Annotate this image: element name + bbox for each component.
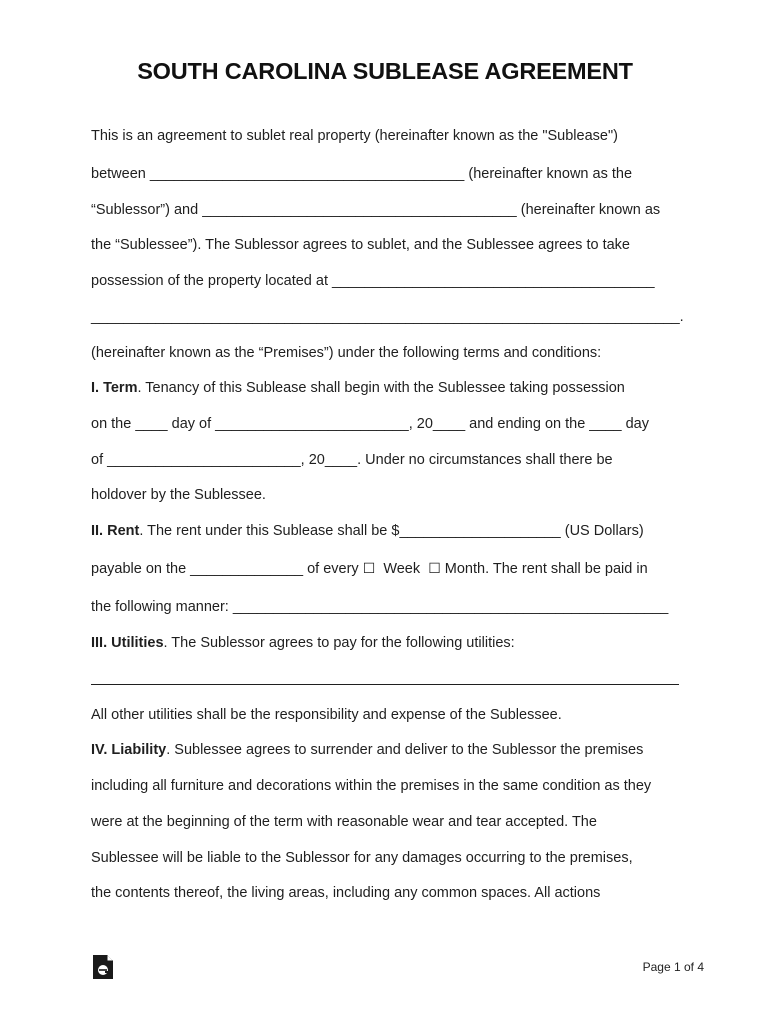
section-text: . Sublessee agrees to surrender and deliver to the Sublessor the premises bbox=[166, 742, 644, 758]
paragraph-line: the “Sublessee”). The Sublessor agrees to sublet, and the Sublessee agrees to take bbox=[91, 237, 630, 253]
month-checkbox[interactable]: ☐ bbox=[428, 560, 441, 576]
utilities-blank-line[interactable] bbox=[91, 684, 679, 685]
paragraph-line: (hereinafter known as the “Premises”) under the following terms and conditions: bbox=[91, 345, 602, 361]
section-text: . The rent under this Sublease shall be $____________________ (US Dollars) bbox=[139, 523, 644, 539]
eforms-document-icon bbox=[92, 954, 114, 980]
paragraph-line: between _______________________________________ (hereinafter known as the bbox=[91, 166, 633, 182]
paragraph-line: of ________________________, 20____. Under no circumstances shall there be bbox=[91, 452, 613, 468]
paragraph-line: were at the beginning of the term with reasonable wear and tear accepted. The bbox=[91, 814, 597, 830]
section-heading-rent: II. Rent bbox=[91, 523, 140, 539]
section-heading-liability: IV. Liability bbox=[91, 742, 167, 758]
paragraph-line: “Sublessor”) and _______________________________________ (hereinafter known as bbox=[91, 202, 661, 218]
week-checkbox[interactable]: ☐ bbox=[362, 560, 376, 576]
section-term-line bbox=[91, 379, 625, 397]
section-utilities-line bbox=[91, 634, 515, 652]
paragraph-line: This is an agreement to sublet real property (hereinafter known as the "Sublease") bbox=[91, 128, 618, 144]
payment-text: payable on the ______________ of every bbox=[91, 561, 363, 577]
section-heading-term: I. Term bbox=[91, 380, 138, 396]
document-title: SOUTH CAROLINA SUBLEASE AGREEMENT bbox=[137, 58, 633, 84]
section-heading-utilities: III. Utilities bbox=[91, 635, 164, 651]
paragraph-line: the contents thereof, the living areas, including any common spaces. All actions bbox=[91, 885, 601, 901]
week-label: Week bbox=[375, 561, 429, 577]
section-text: . Tenancy of this Sublease shall begin with the Sublessee taking possession bbox=[137, 380, 625, 396]
paragraph-line: Sublessee will be liable to the Sublessor for any damages occurring to the premises, bbox=[91, 850, 633, 866]
paragraph-line: on the ____ day of ________________________, 20____ and ending on the ____ day bbox=[91, 416, 649, 432]
month-label: Month. The rent shall be paid in bbox=[440, 561, 648, 577]
page-number: Page 1 of 4 bbox=[642, 960, 704, 974]
paragraph-line: holdover by the Sublessee. bbox=[91, 487, 266, 503]
paragraph-line: possession of the property located at ________________________________________ bbox=[91, 273, 655, 289]
paragraph-line: _________________________________________________________________________. bbox=[91, 309, 684, 325]
paragraph-line: including all furniture and decorations within the premises in the same condition as they bbox=[91, 778, 652, 794]
section-rent-line bbox=[91, 522, 644, 540]
payment-frequency-line bbox=[91, 559, 648, 578]
paragraph-line: All other utilities shall be the responsibility and expense of the Sublessee. bbox=[91, 707, 562, 723]
section-liability-line bbox=[91, 741, 643, 759]
section-text: . The Sublessor agrees to pay for the following utilities: bbox=[163, 635, 515, 651]
paragraph-line: the following manner: ______________________________________________________ bbox=[91, 599, 669, 615]
